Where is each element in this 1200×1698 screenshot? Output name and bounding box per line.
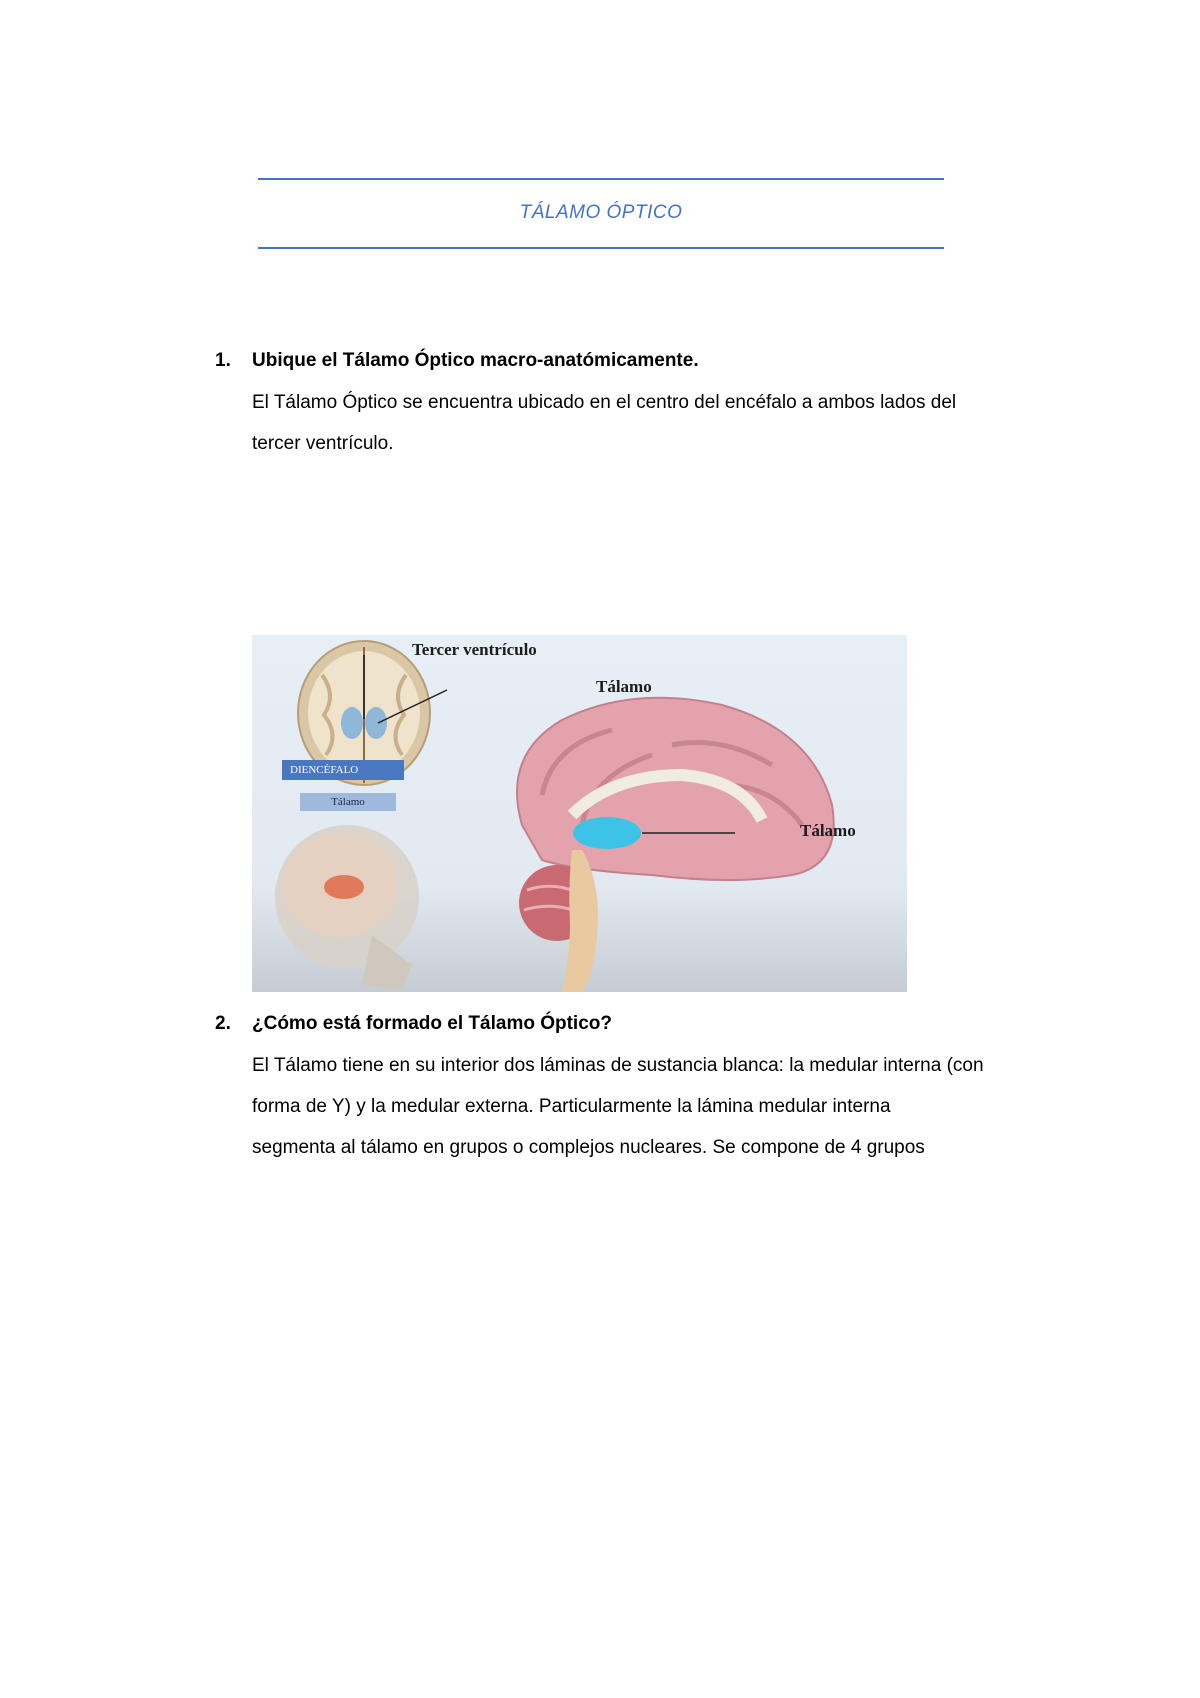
title-rule-top [258, 178, 944, 180]
question-number: 1. [215, 350, 231, 371]
answer-line: forma de Y) y la medular externa. Particularmente la lámina medular interna [252, 1096, 891, 1117]
question-number: 2. [215, 1013, 231, 1034]
question-text: Ubique el Tálamo Óptico macro-anatómicamente. [252, 350, 699, 371]
answer-line: tercer ventrículo. [252, 433, 394, 454]
page-title: TÁLAMO ÓPTICO [519, 202, 683, 223]
question-1-heading [215, 350, 699, 372]
title-rule-bottom [258, 247, 944, 249]
thalamus-figure [252, 635, 907, 992]
question-2-answer [252, 1045, 1052, 1168]
label-talamo-top: Tálamo [596, 677, 652, 696]
talamo-box: Tálamo [300, 793, 396, 811]
question-1-answer [252, 382, 1052, 464]
answer-line: El Tálamo tiene en su interior dos láminas de sustancia blanca: la medular interna (con [252, 1055, 984, 1076]
question-2-heading [215, 1013, 612, 1035]
diencefalo-box: DIENCÉFALO [282, 760, 404, 780]
answer-line: El Tálamo Óptico se encuentra ubicado en el centro del encéfalo a ambos lados del [252, 392, 957, 413]
brain-illustration [252, 635, 907, 992]
answer-line: segmenta al tálamo en grupos o complejos nucleares. Se compone de 4 grupos [252, 1137, 925, 1158]
question-text: ¿Cómo está formado el Tálamo Óptico? [252, 1013, 612, 1034]
label-tercer-ventriculo: Tercer ventrículo [412, 640, 537, 659]
label-talamo-side: Tálamo [800, 821, 856, 840]
